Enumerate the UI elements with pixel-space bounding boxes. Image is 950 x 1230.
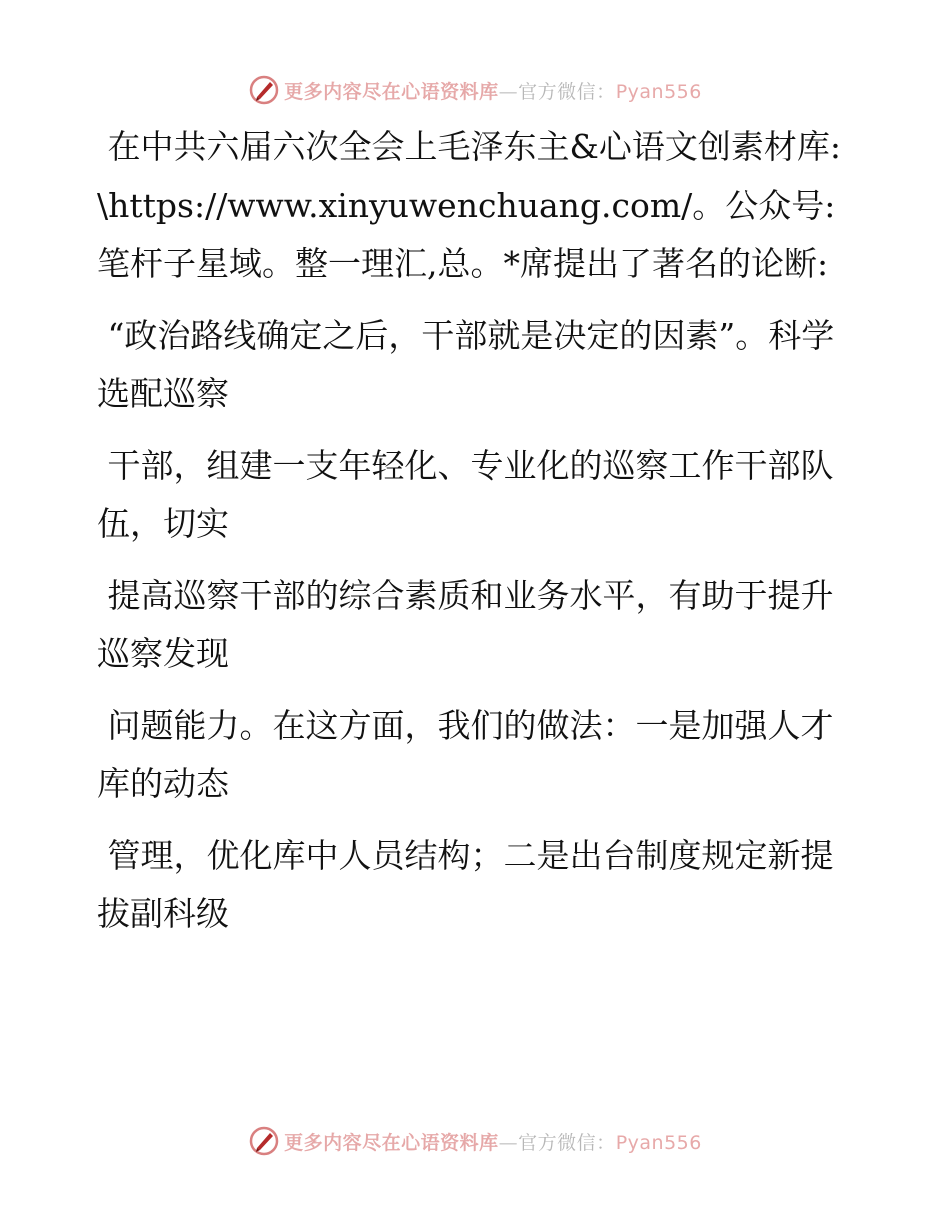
watermark-text (284, 1128, 702, 1155)
watermark-handle: Pyan556 (615, 80, 702, 103)
paragraph: 提高巡察干部的综合素质和业务水平，有助于提升巡察发现 (97, 575, 834, 673)
paragraph: “政治路线确定之后，干部就是决定的因素”。科学选配巡察 (97, 315, 835, 413)
watermark-handle: Pyan556 (615, 1131, 702, 1154)
paragraph: 问题能力。在这方面，我们的做法：一是加强人才库的动态 (97, 705, 834, 803)
watermark-group (248, 1125, 702, 1157)
paragraph: 管理，优化库中人员结构；二是出台制度规定新提拔副科级 (97, 835, 834, 933)
watermark-group (248, 74, 702, 106)
document-body (97, 118, 857, 957)
watermark-brand: 更多内容尽在心语资料库 (284, 80, 499, 103)
watermark-official-label: 官方微信： (518, 80, 616, 103)
header-watermark (0, 70, 950, 110)
watermark-dash: — (498, 80, 519, 103)
paragraph: 在中共六届六次全会上毛泽东主&心语文创素材库: \https://www.xinyuwenchuang.com/。公众号: 笔杆子星域。整一理汇,总。*席提出了著名的论断: (97, 127, 852, 283)
pen-logo-icon (248, 74, 280, 106)
paragraph: 干部，组建一支年轻化、专业化的巡察工作干部队伍，切实 (97, 445, 834, 543)
watermark-brand: 更多内容尽在心语资料库 (284, 1131, 499, 1154)
pen-logo-icon (248, 1125, 280, 1157)
watermark-text (284, 77, 702, 104)
watermark-official-label: 官方微信： (518, 1131, 616, 1154)
footer-watermark (0, 1121, 950, 1161)
watermark-dash: — (498, 1131, 519, 1154)
